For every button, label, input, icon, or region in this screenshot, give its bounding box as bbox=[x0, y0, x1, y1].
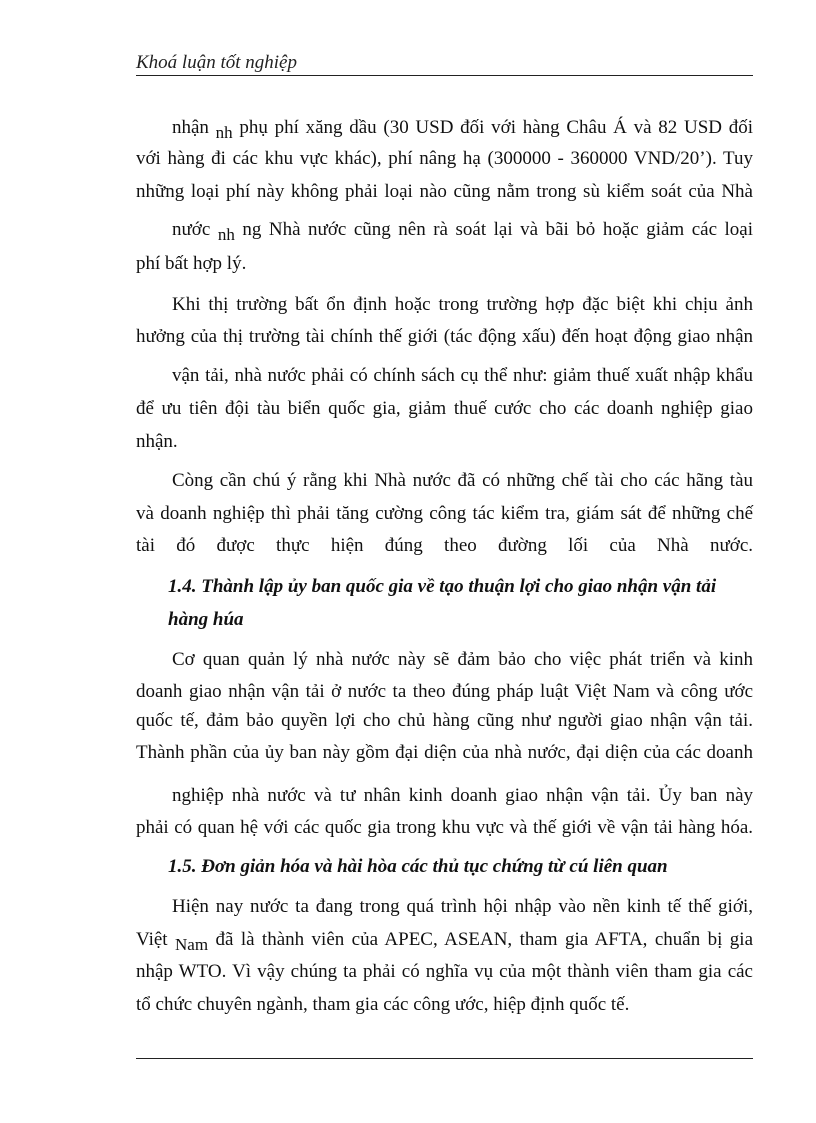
text-line: nhận. bbox=[136, 431, 178, 452]
text-line: để ưu tiên đội tàu biển quốc gia, giảm thuế cước cho các doanh nghiệp giao bbox=[136, 398, 753, 419]
text-line: nghiệp nhà nước và tư nhân kinh doanh giao nhận vận tải. Ủy ban này bbox=[172, 785, 753, 806]
text-line: vận tải, nhà nước phải có chính sách cụ thể như: giảm thuế xuất nhập khẩu bbox=[172, 365, 753, 386]
text-line: Thành phần của ủy ban này gồm đại diện của nhà nước, đại diện của các doanh bbox=[136, 742, 753, 763]
text-line: Hiện nay nước ta đang trong quá trình hội nhập vào nền kinh tế thế giới, bbox=[172, 896, 753, 917]
header-rule bbox=[136, 75, 753, 76]
text-line: với hàng đi các khu vực khác), phí nâng hạ (300000 - 360000 VND/20’). Tuy bbox=[136, 148, 753, 169]
text-line: doanh giao nhận vận tải ở nước ta theo đúng pháp luật Việt Nam và công ước bbox=[136, 681, 753, 702]
text-line: phí bất hợp lý. bbox=[136, 253, 247, 274]
text-line: và doanh nghiệp thì phải tăng cường công tác kiểm tra, giám sát để những chế bbox=[136, 503, 753, 524]
text-line: nước nh ng Nhà nước cũng nên rà soát lại và bãi bỏ hoặc giảm các loại bbox=[172, 219, 754, 244]
text-line: Khi thị trường bất ổn định hoặc trong trường hợp đặc biệt khi chịu ảnh bbox=[172, 294, 753, 315]
text-line: Còng cần chú ý rằng khi Nhà nước đã có những chế tài cho các hãng tàu bbox=[172, 470, 753, 491]
text-line: quốc tế, đảm bảo quyền lợi cho chủ hàng cũng như người giao nhận vận tải. bbox=[136, 710, 753, 731]
text-line: tài đó được thực hiện đúng theo đường lối của Nhà nước. bbox=[136, 535, 753, 556]
text-line: Việt Nam đã là thành viên của APEC, ASEAN, tham gia AFTA, chuẩn bị gia bbox=[136, 929, 754, 954]
section-heading-1-5: 1.5. Đơn giản hóa và hài hòa các thủ tục chứng từ cú liên quan bbox=[168, 856, 668, 877]
section-heading-1-4-cont: hàng húa bbox=[168, 609, 244, 630]
text-line: nhận nh phụ phí xăng dầu (30 USD đối với hàng Châu Á và 82 USD đối bbox=[172, 117, 753, 142]
text-line: Cơ quan quản lý nhà nước này sẽ đảm bảo cho việc phát triển và kinh bbox=[172, 649, 753, 670]
text-line: những loại phí này không phải loại nào cũng nằm trong sù kiểm soát của Nhà bbox=[136, 181, 753, 202]
text-line: phải có quan hệ với các quốc gia trong khu vực và thế giới về vận tải hàng hóa. bbox=[136, 817, 753, 838]
text-line: tổ chức chuyên ngành, tham gia các công ước, hiệp định quốc tế. bbox=[136, 994, 630, 1015]
section-heading-1-4: 1.4. Thành lập ủy ban quốc gia về tạo thuận lợi cho giao nhận vận tải bbox=[168, 576, 717, 597]
text-line: hưởng của thị trường tài chính thế giới (tác động xấu) đến hoạt động giao nhận bbox=[136, 326, 753, 347]
text-line: nhập WTO. Vì vậy chúng ta phải có nghĩa vụ của một thành viên tham gia các bbox=[136, 961, 753, 982]
page-header: Khoá luận tốt nghiệp bbox=[136, 52, 297, 73]
footer-rule bbox=[136, 1058, 753, 1059]
